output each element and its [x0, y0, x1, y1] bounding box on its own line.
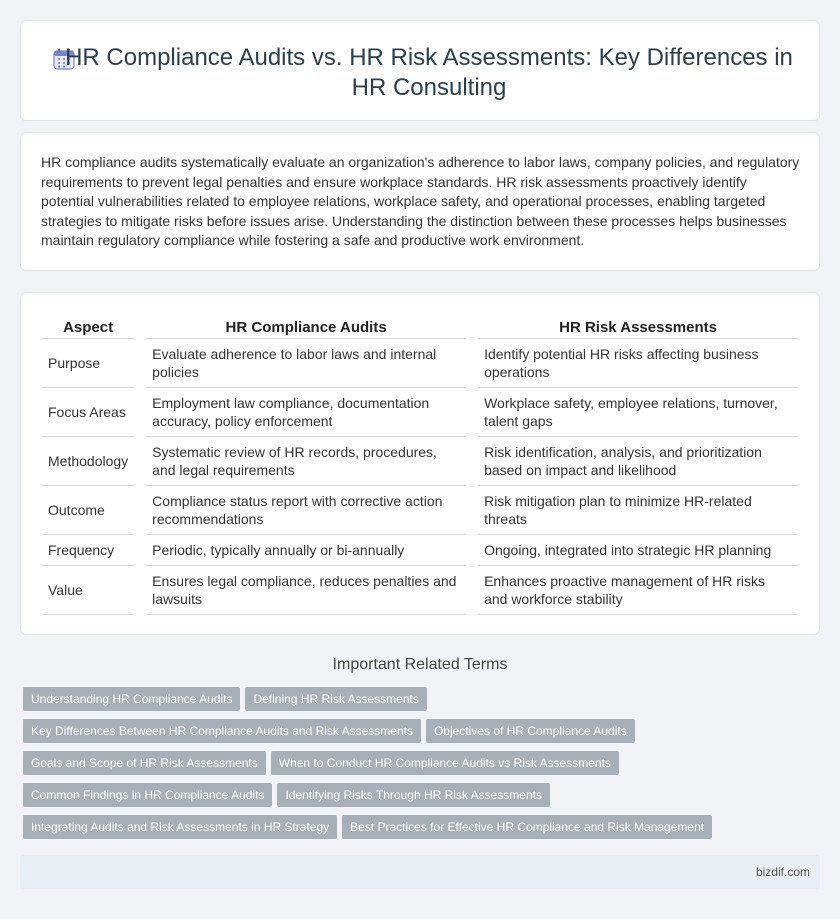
related-terms-title: Important Related Terms	[332, 656, 508, 673]
row-risk-cell: Identify potential HR risks affecting business operations	[478, 339, 798, 388]
table-row	[42, 535, 798, 566]
related-term-tag[interactable]: Defining HR Risk Assessments	[245, 687, 426, 711]
table-row	[42, 437, 798, 486]
row-compliance-cell: Periodic, typically annually or bi-annually	[146, 535, 466, 566]
page-title: HR Compliance Audits vs. HR Risk Assessments: Key Differences in HR Consulting	[65, 44, 793, 101]
related-term-tag[interactable]: Objectives of HR Compliance Audits	[426, 719, 635, 743]
related-term-tag[interactable]: Best Practices for Effective HR Compliance and Risk Management	[342, 815, 712, 839]
row-risk-cell: Ongoing, integrated into strategic HR planning	[478, 535, 798, 566]
row-compliance-cell: Compliance status report with corrective action recommendations	[146, 486, 466, 535]
row-compliance-cell: Employment law compliance, documentation accuracy, policy enforcement	[146, 388, 466, 437]
comparison-table	[42, 315, 798, 615]
comparison-card	[20, 292, 820, 635]
related-term-tag[interactable]: Goals and Scope of HR Risk Assessments	[23, 751, 266, 775]
table-row	[42, 388, 798, 437]
row-aspect: Methodology	[42, 437, 134, 486]
related-terms-list	[23, 687, 823, 847]
related-term-tag[interactable]: Common Findings in HR Compliance Audits	[23, 783, 272, 807]
row-risk-cell: Risk mitigation plan to minimize HR-related threats	[478, 486, 798, 535]
row-aspect: Outcome	[42, 486, 134, 535]
row-aspect: Value	[42, 566, 134, 615]
header-aspect: Aspect	[42, 315, 134, 339]
footer-site-link[interactable]: bizdif.com	[755, 865, 810, 879]
related-term-tag[interactable]: When to Conduct HR Compliance Audits vs Risk Assessments	[271, 751, 619, 775]
table-row	[42, 339, 798, 388]
header-risk-assessments: HR Risk Assessments	[478, 315, 798, 339]
related-term-tag[interactable]: Understanding HR Compliance Audits	[23, 687, 240, 711]
row-risk-cell: Risk identification, analysis, and prioritization based on impact and likelihood	[478, 437, 798, 486]
row-risk-cell: Enhances proactive management of HR risks and workforce stability	[478, 566, 798, 615]
row-compliance-cell: Systematic review of HR records, procedures, and legal requirements	[146, 437, 466, 486]
title-card	[20, 20, 820, 121]
table-row	[42, 486, 798, 535]
row-compliance-cell: Evaluate adherence to labor laws and internal policies	[146, 339, 466, 388]
header-compliance-audits: HR Compliance Audits	[146, 315, 466, 339]
related-term-tag[interactable]: Integrating Audits and Risk Assessments in HR Strategy	[23, 815, 337, 839]
row-risk-cell: Workplace safety, employee relations, turnover, talent gaps	[478, 388, 798, 437]
row-aspect: Purpose	[42, 339, 134, 388]
row-aspect: Frequency	[42, 535, 134, 566]
intro-paragraph: HR compliance audits systematically evaluate an organization's adherence to labor laws, company policies, and regulatory requirements to prevent legal penalties and ensure workplace standards. HR risk assessments proactively identify potential vulnerabilities related to employee relations, workplace safety, and operational processes, enabling targeted strategies to mitigate risks before issues arise. Understanding the distinction between these processes helps businesses maintain regulatory compliance while fostering a safe and productive work environment.	[41, 154, 800, 249]
table-header-row	[42, 315, 798, 339]
related-term-tag[interactable]: Identifying Risks Through HR Risk Assessments	[277, 783, 550, 807]
related-term-tag[interactable]: Key Differences Between HR Compliance Audits and Risk Assessments	[23, 719, 421, 743]
row-aspect: Focus Areas	[42, 388, 134, 437]
row-compliance-cell: Ensures legal compliance, reduces penalties and lawsuits	[146, 566, 466, 615]
footer	[20, 855, 820, 889]
intro-card	[20, 132, 820, 271]
table-row	[42, 566, 798, 615]
